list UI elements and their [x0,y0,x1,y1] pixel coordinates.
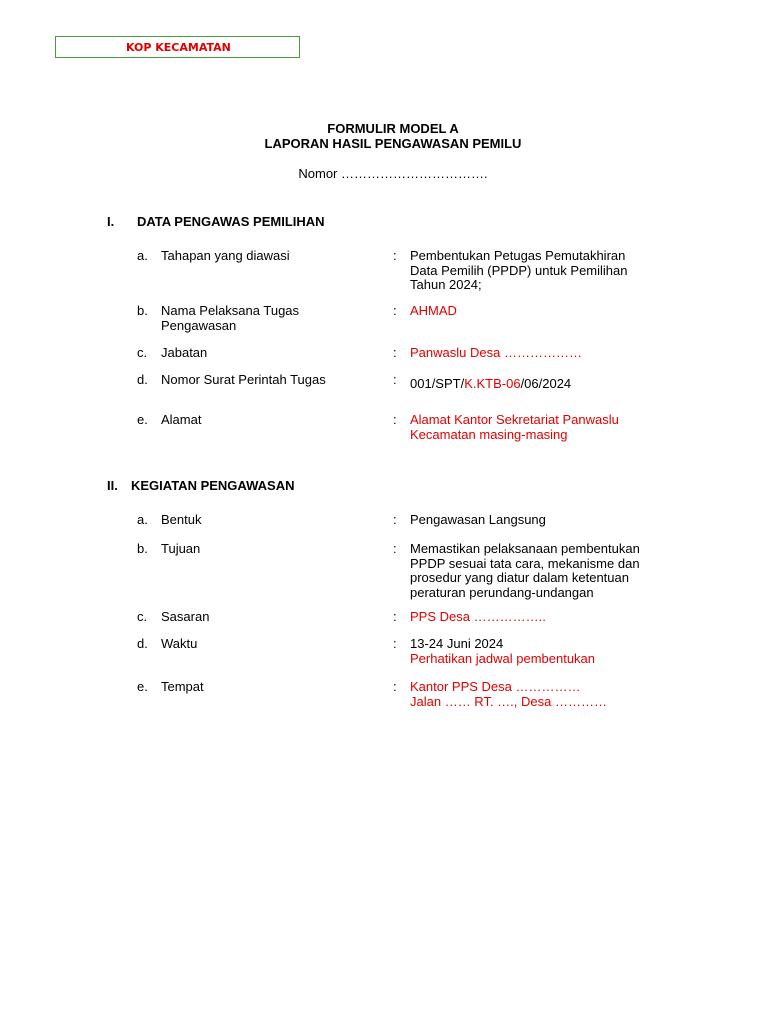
item-label: Alamat [161,412,202,427]
item-label: Bentuk [161,512,202,527]
item-value [410,377,660,392]
item-label [161,304,361,333]
value-line: Pembentukan Petugas Pemutakhiran [410,248,626,263]
value-line: Alamat Kantor Sekretariat Panwaslu [410,412,619,427]
item-label: Waktu [161,636,198,651]
item-letter: c. [137,345,148,360]
item-letter: a. [137,512,148,527]
value-line: Perhatikan jadwal pembentukan [410,650,596,666]
item-letter: a. [137,248,148,263]
form-title: FORMULIR MODEL A [327,121,459,136]
form-subtitle: LAPORAN HASIL PENGAWASAN PEMILU [264,136,522,151]
item-value [410,637,660,666]
value-line: Data Pemilih (PPDP) untuk Pemilihan [410,262,628,278]
value-line: Memastikan pelaksanaan pembentukan [410,541,640,556]
value-line: prosedur yang diatur dalam ketentuan [410,570,629,585]
item-colon: : [393,679,397,694]
item-colon: : [393,609,397,624]
item-colon: : [393,636,397,651]
item-label: Tempat [161,679,204,694]
item-letter: d. [137,372,148,387]
section-2-heading: KEGIATAN PENGAWASAN [131,478,295,493]
label-line: Nama Pelaksana Tugas [161,303,300,318]
item-value: AHMAD [410,303,457,318]
section-1-number: I. [107,214,115,229]
section-1-heading: DATA PENGAWAS PEMILIHAN [137,214,325,229]
item-value: Pengawasan Langsung [410,512,546,527]
item-label: Tahapan yang diawasi [161,248,290,263]
item-value: Panwaslu Desa ……………… [410,345,582,360]
item-colon: : [393,512,397,527]
item-letter: e. [137,412,148,427]
item-letter: d. [137,636,148,651]
value-part-red: K.KTB-06 [464,376,521,391]
value-line: Kecamatan masing-masing [410,426,568,442]
item-colon: : [393,372,397,387]
kop-kecamatan-box [55,36,300,58]
item-letter: e. [137,679,148,694]
item-value [410,413,660,442]
kop-kecamatan-label: KOP KECAMATAN [126,41,231,54]
item-colon: : [393,248,397,263]
value-line: Jalan …… RT. …., Desa ………… [410,693,607,709]
value-line: 13-24 Juni 2024 [410,636,504,651]
item-colon: : [393,412,397,427]
item-value [410,542,660,600]
item-colon: : [393,541,397,556]
item-colon: : [393,303,397,318]
item-label: Sasaran [161,609,210,624]
item-letter: c. [137,609,148,624]
section-2-number: II. [107,478,118,493]
item-colon: : [393,345,397,360]
item-letter: b. [137,303,148,318]
item-label: Tujuan [161,541,201,556]
item-letter: b. [137,541,148,556]
label-line: Pengawasan [161,317,237,333]
item-value [410,249,660,293]
value-line: Tahun 2024; [410,277,482,292]
item-value [410,680,660,709]
nomor-line: Nomor ……………………………. [298,166,488,181]
item-value: PPS Desa …………….. [410,609,546,624]
value-part: 001/SPT/ [410,376,465,391]
value-line: PPDP sesuai tata cara, mekanisme dan [410,555,640,571]
value-line: Kantor PPS Desa …………… [410,679,581,694]
value-part: /06/2024 [520,376,572,391]
value-line: peraturan perundang-undangan [410,584,594,600]
item-label: Jabatan [161,345,208,360]
item-label: Nomor Surat Perintah Tugas [161,372,326,387]
